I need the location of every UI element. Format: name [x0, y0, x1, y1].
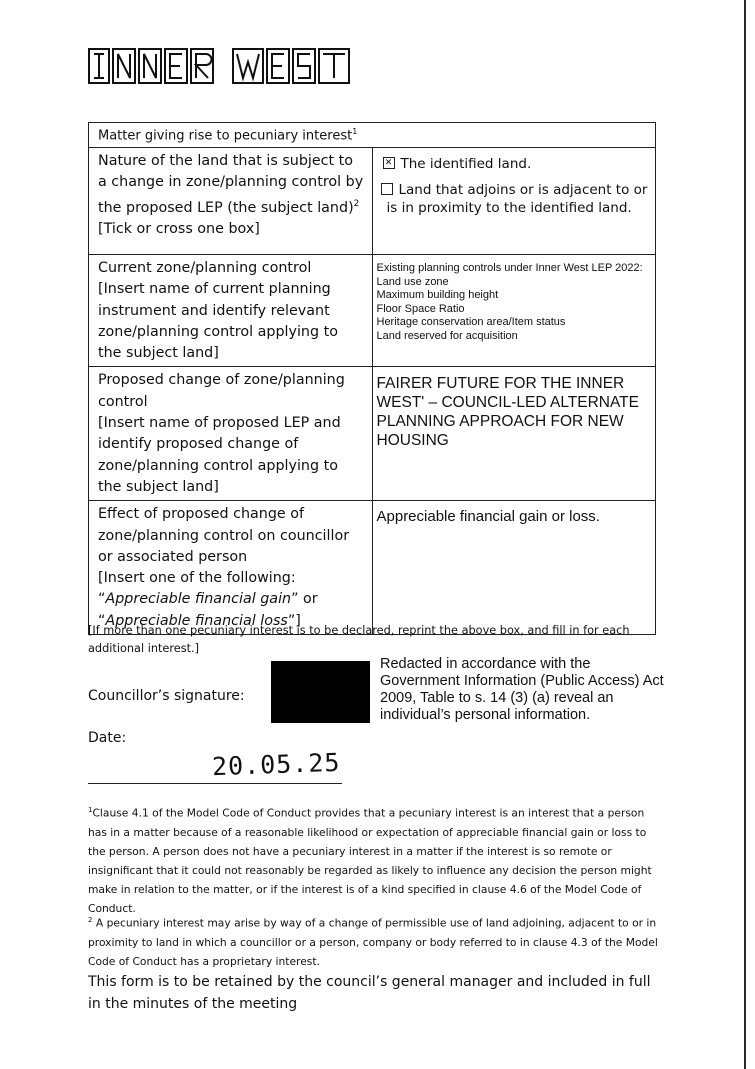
- handwritten-date: 20.05.25: [211, 747, 341, 782]
- option-identified-land[interactable]: ✕The identified land.: [377, 155, 650, 173]
- retain-statement: This form is to be retained by the council’s general manager and included in full in the minutes of the meeting: [88, 974, 651, 1012]
- reprint-note: [If more than one pecuniary interest is to be declared, reprint the above box, and fill in for each additional interest.]: [88, 624, 630, 655]
- pecuniary-interest-table: [88, 122, 656, 635]
- current-zone-line: Maximum building height: [376, 289, 499, 301]
- proposed-change-value: FAIRER FUTURE FOR THE INNER WEST' – COUNCIL-LED ALTERNATE PLANNING APPROACH FOR NEW HOUSING: [372, 367, 656, 501]
- checkbox-checked-icon[interactable]: [383, 157, 395, 169]
- effect-value: Appreciable financial gain or loss.: [372, 501, 656, 635]
- inner-west-logo-mark: [88, 46, 368, 86]
- redaction-notice: Redacted in accordance with the Government Information (Public Access) Act 2009, Table to s. 14 (3) (a) reveal an individual’s personal information.: [380, 656, 664, 723]
- effect-label: Effect of proposed change of zone/planning control on councillor or associated person [Insert one of the following: “Appreciable financial gain” or “Appreciable financial loss”]: [89, 501, 373, 635]
- current-zone-line: Existing planning controls under Inner West LEP 2022:: [376, 262, 643, 274]
- date-label: Date:: [88, 730, 127, 746]
- proposed-change-label: Proposed change of zone/planning control [Insert name of proposed LEP and identify proposed change of zone/planning control applying to the subject land]: [89, 367, 373, 501]
- current-zone-label: Current zone/planning control [Insert name of current planning instrument and identify relevant zone/planning control applying to the subject land]: [89, 255, 373, 367]
- option-adjoining-land[interactable]: Land that adjoins or is adjacent to or is in proximity to the identified land.: [377, 181, 650, 217]
- inner-west-logo: [88, 46, 368, 90]
- footnote-2: $^2$ A pecuniary interest may arise by way of a change of permissible use of land adjoining, adjacent to or in proximity to land in which a councillor or a person, company or body referred to in clause 4.3 of the Model Code of Conduct has a proprietary interest.: [88, 916, 658, 968]
- svg-text:INNER WEST: INNER WEST: [88, 46, 95, 47]
- nature-of-land-options: [372, 148, 656, 255]
- current-zone-line: Land use zone: [376, 275, 449, 288]
- current-zone-value: [372, 255, 656, 367]
- nature-of-land-label: Nature of the land that is subject to a change in zone/planning control by the proposed LEP (the subject land)$^2$ [Tick or cross one box]: [89, 148, 373, 255]
- current-zone-line: Heritage conservation area/Item status: [376, 316, 566, 328]
- scan-edge: [744, 0, 746, 1069]
- current-zone-line: Floor Space Ratio: [376, 302, 465, 315]
- footnote-1: $^1$Clause 4.1 of the Model Code of Conduct provides that a pecuniary interest is an interest that a person has in a matter because of a reasonable likelihood or expectation of appreciable financial gain or loss to the person. A person does not have a pecuniary interest in a matter if the interest is so remote or insignificant that it could not reasonably be regarded as likely to influence any decision the person might make in relation to the matter, or if the interest is of a kind specified in clause 4.6 of the Model Code of Conduct.: [88, 806, 652, 915]
- table-header: Matter giving rise to pecuniary interest$^1$: [89, 123, 656, 148]
- redacted-signature: [271, 661, 370, 723]
- date-line: [88, 783, 342, 784]
- current-zone-line: Land reserved for acquisition: [376, 329, 518, 342]
- signature-label: Councillor’s signature:: [88, 688, 245, 704]
- checkbox-empty-icon[interactable]: [381, 183, 393, 195]
